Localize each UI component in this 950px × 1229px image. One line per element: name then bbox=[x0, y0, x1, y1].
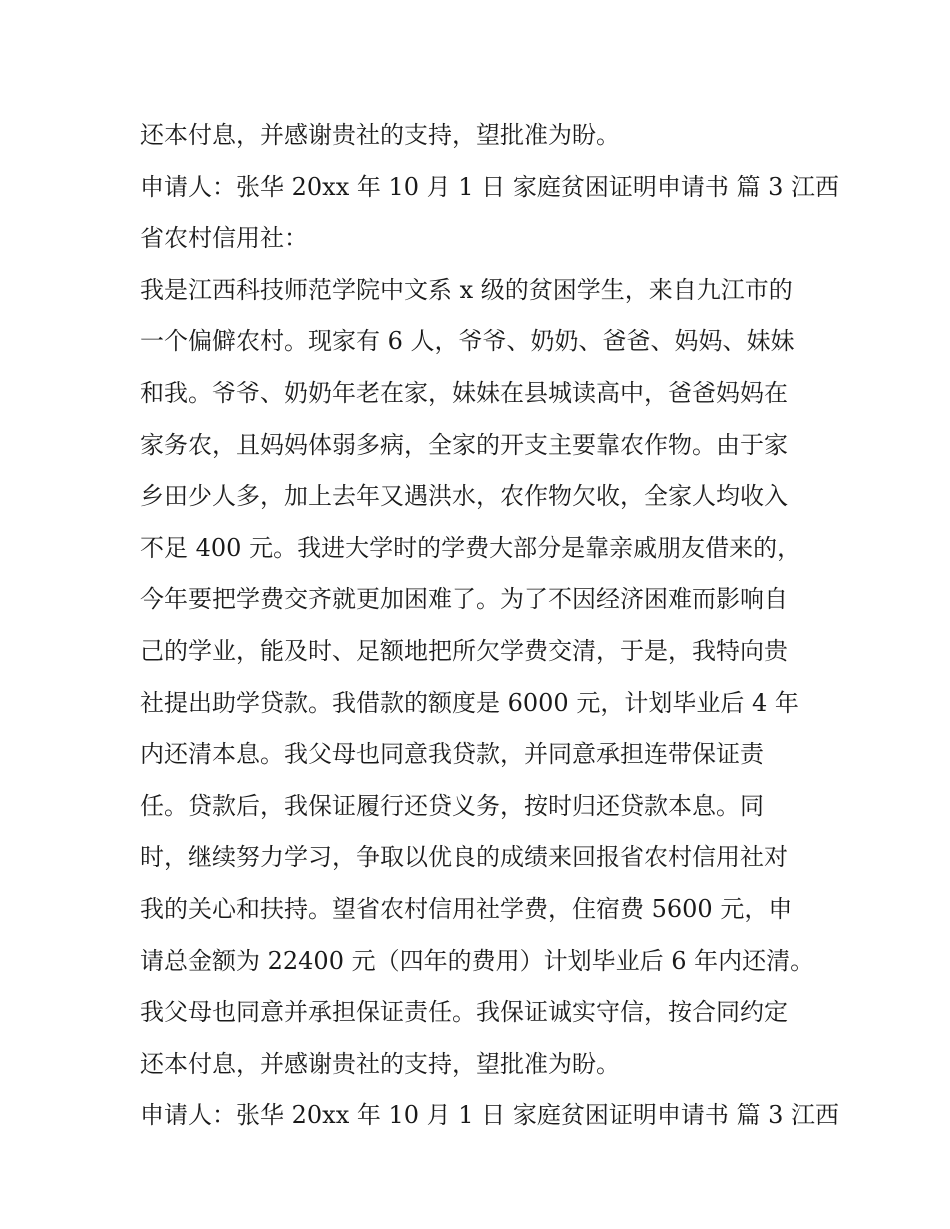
text-line: 还本付息，并感谢贵社的支持，望批准为盼。 bbox=[140, 1049, 620, 1078]
text-line: 我是江西科技师范学院中文系 x 级的贫困学生，来自九江市的 bbox=[140, 275, 793, 304]
text-line: 己的学业，能及时、足额地把所欠学费交清，于是，我特向贵 bbox=[140, 636, 788, 665]
text-line: 和我。爷爷、奶奶年老在家，妹妹在县城读高中，爸爸妈妈在 bbox=[140, 378, 788, 407]
text-line: 今年要把学费交齐就更加困难了。为了不因经济困难而影响自 bbox=[140, 585, 788, 614]
text-line: 请总金额为 22400 元（四年的费用）计划毕业后 6 年内还清。 bbox=[140, 946, 815, 975]
document-body bbox=[140, 110, 839, 1142]
text-line: 我的关心和扶持。望省农村信用社学费，住宿费 5600 元，申 bbox=[140, 894, 793, 923]
text-line: 省农村信用社： bbox=[140, 224, 308, 253]
text-line: 申请人：张华 20xx 年 10 月 1 日 家庭贫困证明申请书 篇 3 江西 bbox=[140, 1101, 839, 1130]
text-line: 社提出助学贷款。我借款的额度是 6000 元，计划毕业后 4 年 bbox=[140, 688, 799, 717]
text-line: 一个偏僻农村。现家有 6 人，爷爷、奶奶、爸爸、妈妈、妹妹 bbox=[140, 327, 795, 356]
text-line: 家务农，且妈妈体弱多病，全家的开支主要靠农作物。由于家 bbox=[140, 430, 788, 459]
text-line: 内还清本息。我父母也同意我贷款，并同意承担连带保证责 bbox=[140, 740, 764, 769]
text-line: 申请人：张华 20xx 年 10 月 1 日 家庭贫困证明申请书 篇 3 江西 bbox=[140, 172, 839, 201]
text-line: 还本付息，并感谢贵社的支持，望批准为盼。 bbox=[140, 121, 620, 149]
text-line: 乡田少人多，加上去年又遇洪水，农作物欠收，全家人均收入 bbox=[140, 482, 788, 511]
text-line: 任。贷款后，我保证履行还贷义务，按时归还贷款本息。同 bbox=[140, 791, 764, 820]
text-line: 我父母也同意并承担保证责任。我保证诚实守信，按合同约定 bbox=[140, 998, 788, 1027]
text-line: 不足 400 元。我进大学时的学费大部分是靠亲戚朋友借来的， bbox=[140, 533, 802, 562]
text-line: 时，继续努力学习，争取以优良的成绩来回报省农村信用社对 bbox=[140, 843, 788, 872]
